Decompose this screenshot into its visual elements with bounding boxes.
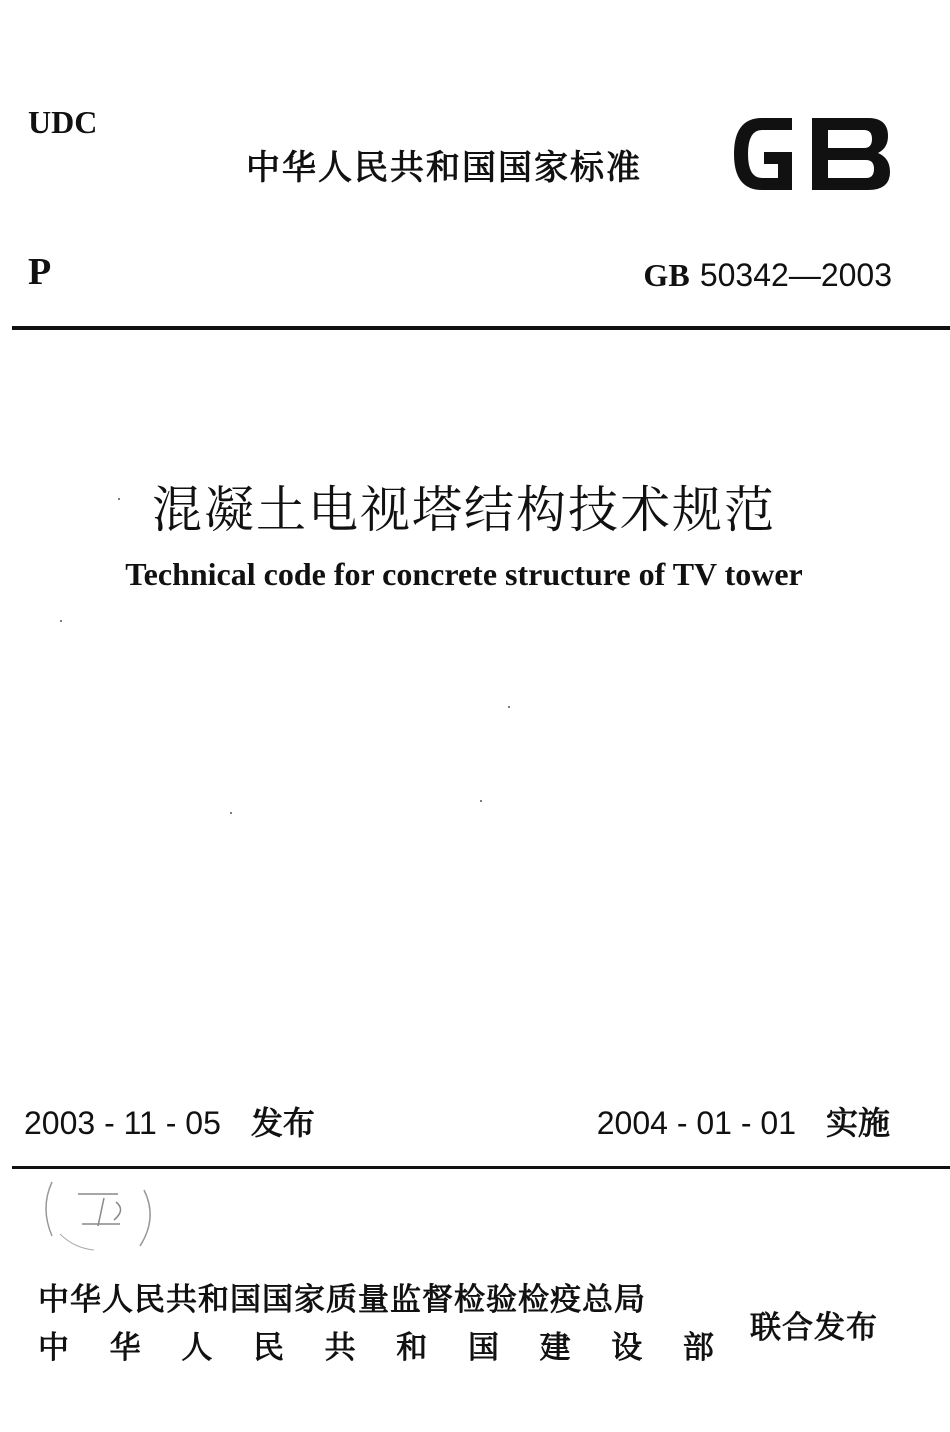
implement-label: 实施: [825, 1104, 890, 1142]
scan-speck: [508, 706, 510, 708]
scan-speck: [60, 620, 62, 622]
publisher-char: 建: [539, 1330, 571, 1366]
implement-date-block: [597, 1098, 890, 1144]
publisher-char: 设: [611, 1330, 643, 1366]
standard-number: [643, 256, 892, 294]
publisher-char: 中: [38, 1330, 69, 1366]
publisher-char: 人: [181, 1330, 213, 1366]
scan-speck: [118, 498, 120, 500]
publisher-char: 华: [109, 1330, 141, 1366]
joint-issue-label: 联合发布: [750, 1310, 878, 1346]
faint-stamp-mark: [34, 1162, 166, 1258]
publisher-char: 民: [252, 1330, 284, 1366]
udc-label: UDC: [28, 104, 98, 140]
classification-code: P: [28, 251, 52, 293]
gb-logo: [722, 108, 898, 200]
standard-prefix: GB: [643, 257, 690, 293]
issue-date-block: [24, 1098, 315, 1144]
publisher-aqsiq: 中华人民共和国国家质量监督检验检疫总局: [38, 1282, 646, 1318]
scan-speck: [480, 800, 482, 802]
publisher-ministry-of-construction: [38, 1322, 714, 1367]
publisher-char: 部: [682, 1330, 714, 1366]
top-divider: [12, 326, 950, 330]
publisher-char: 国: [467, 1330, 499, 1366]
document-title-chinese: 混凝土电视塔结构技术规范: [152, 481, 776, 539]
scan-speck: [230, 812, 232, 814]
document-title-english: Technical code for concrete structure of TV tower: [125, 556, 803, 592]
publisher-char: 共: [324, 1330, 356, 1366]
standard-code: 50342—2003: [699, 257, 892, 293]
issue-label: 发布: [250, 1104, 315, 1142]
publisher-char: 和: [396, 1330, 428, 1366]
issue-date: 2003 - 11 - 05: [24, 1105, 221, 1141]
national-standard-title: 中华人民共和国国家标准: [246, 148, 642, 188]
implement-date: 2004 - 01 - 01: [596, 1105, 796, 1141]
